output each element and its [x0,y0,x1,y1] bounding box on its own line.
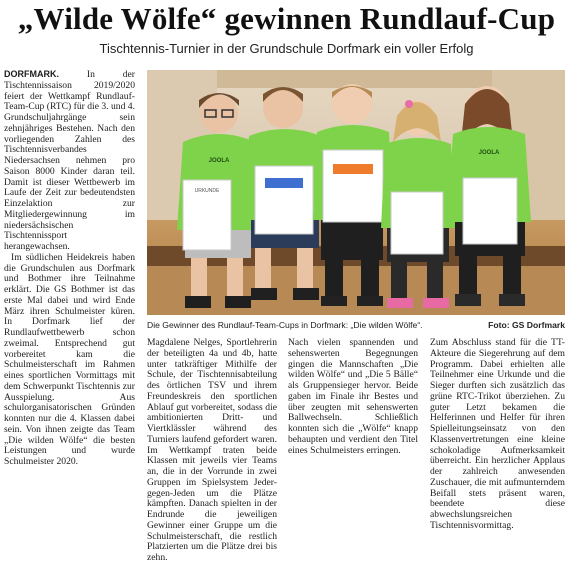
article-paragraph-1 [4,69,135,253]
caption-text: Die Gewinner des Rundlauf-Team-Cups in Dorfmark: „Die wilden Wölfe“. [147,320,423,330]
article-paragraph-3: Magdalene Nelges, Sportlehrerin der beteiligten 4a und 4b, hatte unter tatkräftiger Mithilfe der Schule, der Tischtennisabteilung des örtlichen TSV und ihrem Freundeskreis den sportlichen Ablauf gut vorbereitet, sodass die ambitionierten Dritt- und Viertklässler während des Turniers laufend gefordert waren. Im Wettkampf traten beide Klassen mit jeweils vier Teams an, die in der Vorrunde in zwei Gruppen im Spielsystem Jeder-gegen-Jeden um die Plätze kämpften. Danach spielten in der Endrunde die jeweiligen Gewinner einer Gruppe um die Schulmeisterschaft, die restlich Platzierten um die Plätze drei bis zehn. [147,337,277,563]
dateline: DORFMARK. [4,69,59,79]
article-paragraph-4: Nach vielen spannenden und sehenswerten Begegnungen gingen die Mannschaften „Die wilden Wölfe“ und „Die 5 Bälle“ als Gruppensieger hervor. Beide gaben im Finale ihr Bestes und über zeugten mit sehenswerten Ballwechseln. Schließlich konnten sich die „Wölfe“ knapp behaupten und verdient den Titel eines Schulmeisters erringen. [288,337,418,456]
photo-caption [147,318,565,332]
team-photo [147,70,565,315]
paragraph-1-text: In der Tischtennissaison 2019/2020 feiert der Wettkampf Rundlauf-Team-Cup (RTC) für die 3. und 4. Grundschuljahrgänge sein zehnjähriges Bestehen. Nach den vorliegenden Zahlen des Tischtennisverbandes Niedersachsen nehmen pro Saison 8000 Kinder daran teil. Damit ist dieser Wettbewerb im Laufe der Zeit zur bedeutendsten Einzelaktion zur Mitgliedergewinnung im niedersächsischen Tischtennissport herangewachsen. [4,69,135,252]
svg-text:URKUNDE: URKUNDE [194,188,220,194]
article-column-3 [288,338,418,540]
article-column-2 [147,337,277,563]
article-subheadline: Tischtennis-Turnier in der Grundschule Dorfmark ein voller Erfolg [99,41,474,56]
article-column-4 [430,338,565,540]
article-paragraph-2: Im südlichen Heidekreis haben die Grundschulen aus Dorfmark und Bothmer ihre Teilnahme erklärt. Die GS Bothmer ist das erste Mal dabei und wird Ende März ihren Schulmeister küren. In Dorfmark lief der Rundlaufwettbewerb schon zweimal. Entsprechend gut vorbereitet kam die Schulmeisterschaft im Rahmen eines sportlichen Vormittags mit dem Schwerpunkt Tischtennis zur Ausspielung. Aus schulorganisatorischen Gründen konnten nur die 4. Klassen dabei sein. Von ihnen zeigte das Team „Die wilden Wölfe“ die besten Leistungen und wurde Schulmeister 2020. [4,251,135,467]
svg-text:JOOLA: JOOLA [478,150,500,156]
article-paragraph-5: Zum Abschluss stand für die TT-Akteure die Siegerehrung auf dem Programm. Dabei erhielten alle Teilnehmer eine Urkunde und die Sieger durften sich zusätzlich das grüne RTC-Trikot überziehen. Zu guter Letzt bekamen die Helferinnen und Helfer für ihren Spielleitungseinsatz von den Klassenvertretungen eine kleine schokoladige Aufmerksamkeit überreicht. Ein herzlicher Applaus der zahlreich anwesenden Zuschauer, die mit aufmunterndem Beifall stets präsent waren, beendete diese abwechslungsreichen Tischtennisvormittag. [430,337,565,531]
svg-text:JOOLA: JOOLA [208,158,230,164]
article-column-1 [4,69,135,539]
photo-credit: Foto: GS Dorfmark [488,320,565,330]
article-headline: „Wilde Wölfe“ gewinnen Rundlauf-Cup [17,1,556,36]
